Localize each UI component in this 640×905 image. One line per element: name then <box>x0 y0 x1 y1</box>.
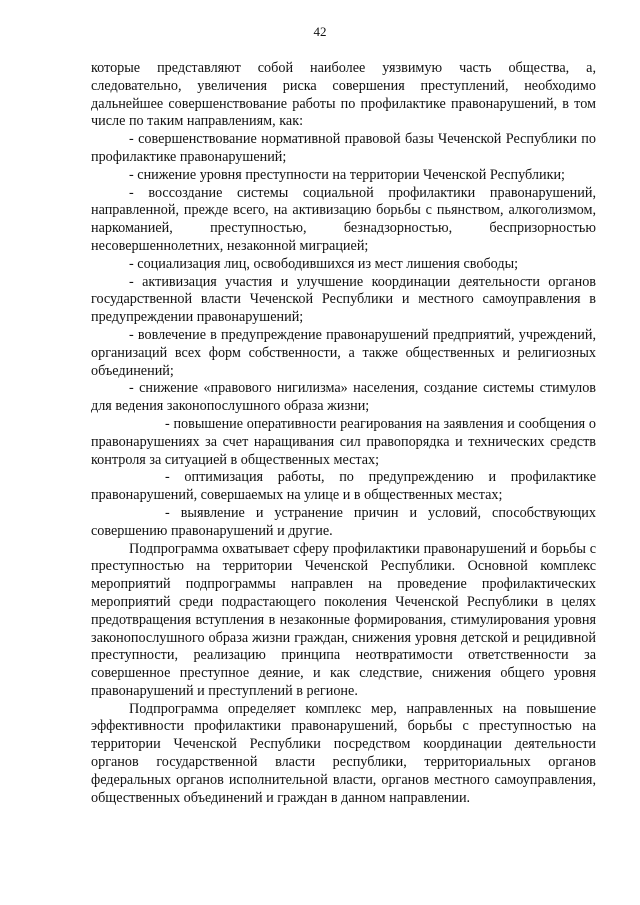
list-item: - снижение «правового нигилизма» населения, создание системы стимулов для ведения законопослушного образа жизни; <box>91 380 596 415</box>
page-number: 42 <box>313 24 327 39</box>
list-item: - выявление и устранение причин и условий, способствующих совершению правонарушений и другие. <box>91 504 596 539</box>
list-item: - активизация участия и улучшение координации деятельности органов государственной власти Чеченской Республики и местного самоуправления в предупреждении правонарушений; <box>91 273 596 326</box>
list-item: - совершенствование нормативной правовой базы Чеченской Республики по профилактике правонарушений; <box>91 131 596 165</box>
document-body <box>91 60 596 807</box>
list-item: - воссоздание системы социальной профилактики правонарушений, направленной, прежде всего, на активизацию борьбы с пьянством, алкоголизмом, наркоманией, преступностью, безнадзорностью, беспризорностью несовершеннолетних, незаконной миграцией; <box>91 184 596 254</box>
body-paragraph: Подпрограмма определяет комплекс мер, направленных на повышение эффективности профилактики правонарушений, борьбы с преступностью на территории Чеченской Республики посредством координации деятельности органов государственной власти республики, территориальных органов федеральных органов исполнительной власти, органов местного самоуправления, общественных объединений и граждан в данном направлении. <box>91 700 596 806</box>
intro-paragraph: которые представляют собой наиболее уязвимую часть общества, а, следовательно, увеличения риска совершения преступлений, необходимо дальнейшее совершенствование работы по профилактике правонарушений, в том числе по таким направлениям, как: <box>91 60 596 130</box>
list-item: - вовлечение в предупреждение правонарушений предприятий, учреждений, организаций всех форм собственности, а также общественных и религиозных объединений; <box>91 326 596 379</box>
list-item: - снижение уровня преступности на территории Чеченской Республики; <box>129 166 566 183</box>
list-item: - повышение оперативности реагирования на заявления и сообщения о правонарушениях за счет наращивания сил правопорядка и технических средств контроля за ситуацией в общественных местах; <box>91 415 596 468</box>
body-paragraph: Подпрограмма охватывает сферу профилактики правонарушений и борьбы с преступностью на территории Чеченской Республики. Основной комплекс мероприятий подпрограммы направлен на проведение профилактических мероприятий среди подрастающего поколения Чеченской Республики в целях предотвращения вступления в незаконные формирования, стимулирования уровня законопослушного образа жизни граждан, снижения уровня детской и рецидивной преступности, реализацию принципа неотвратимости ответственности за совершенное преступное деяние, и как следствие, снижения общего уровня правонарушений и преступлений в регионе. <box>91 540 596 699</box>
list-item: - социализация лиц, освободившихся из мест лишения свободы; <box>129 255 519 272</box>
list-item: - оптимизация работы, по предупреждению и профилактике правонарушений, совершаемых на улице и в общественных местах; <box>91 469 596 504</box>
